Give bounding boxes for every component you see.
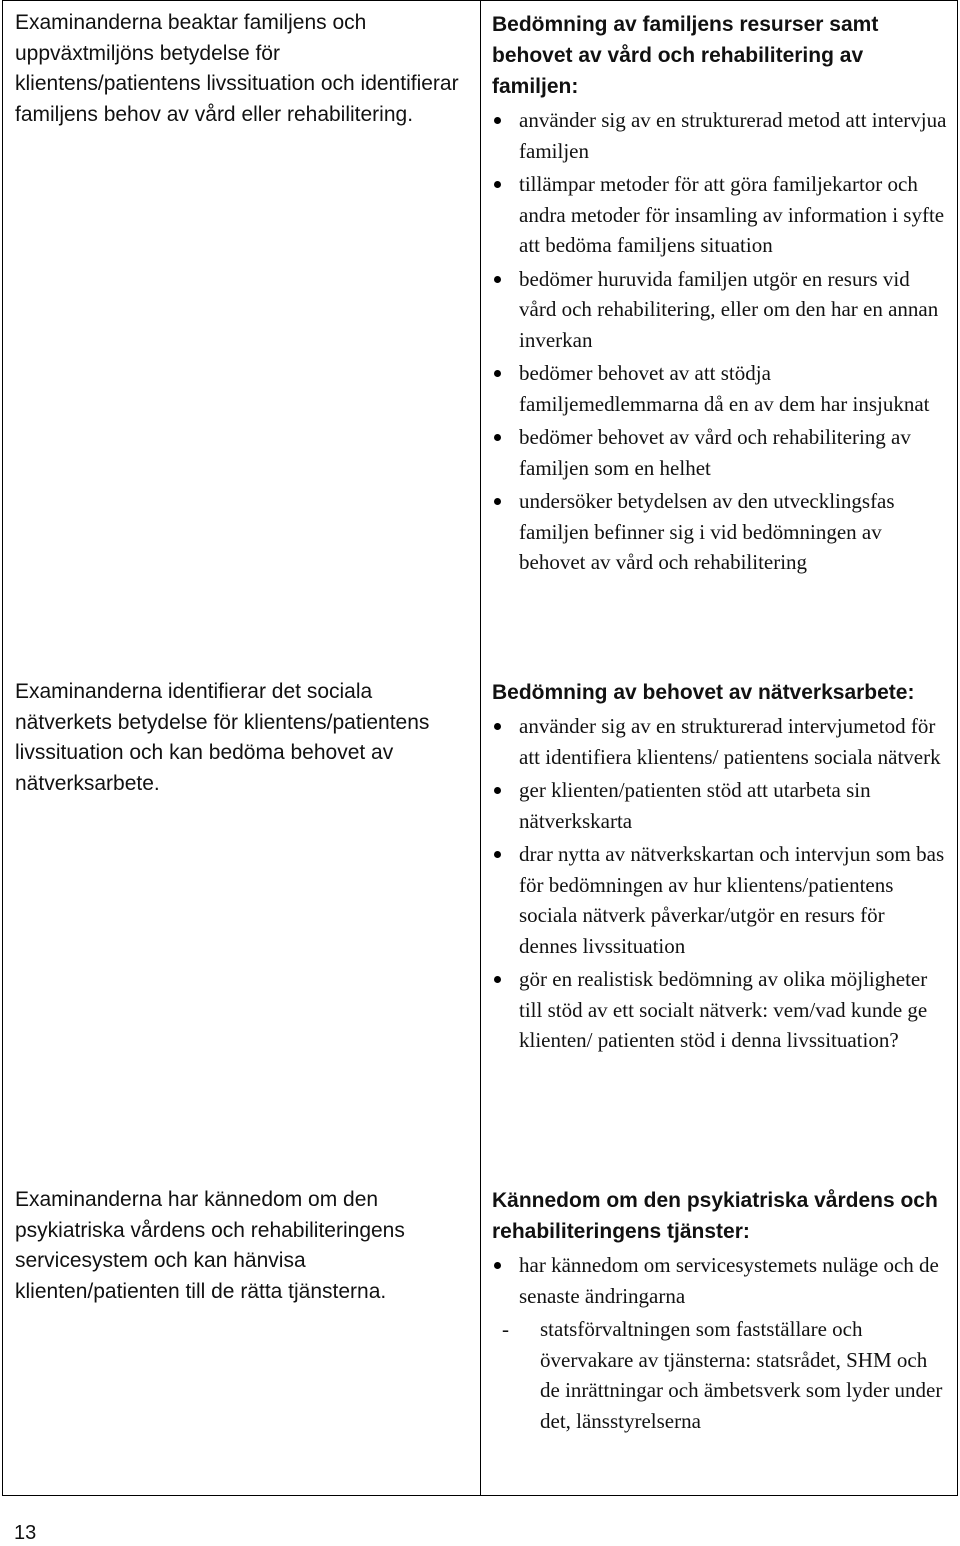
bullet-icon bbox=[494, 370, 501, 377]
bullet-icon bbox=[494, 181, 501, 188]
list-item: har kännedom om servicesystemets nuläge och de senaste ändringarna bbox=[492, 1250, 947, 1311]
objective-paragraph: Examinanderna har kännedom om den psykiatriska vårdens och rehabiliteringens servicesystem och kan hänvisa klienten/patienten till de rätta tjänsterna. bbox=[15, 1188, 405, 1303]
bullet-icon bbox=[494, 851, 501, 858]
bullet-icon bbox=[494, 434, 501, 441]
sub-list bbox=[492, 1314, 947, 1436]
section-heading: Bedömning av behovet av nätverksarbete: bbox=[492, 681, 915, 704]
objective-paragraph: Examinanderna identifierar det sociala nätverkets betydelse för klientens/patientens livssituation och kan bedöma behovet av nätverksarbete. bbox=[15, 680, 430, 795]
list-item: gör en realistisk bedömning av olika möjligheter till stöd av ett socialt nätverk: vem/vad kunde ge klienten/ patienten stöd i denna livssituation? bbox=[492, 964, 947, 1056]
bullet-icon bbox=[494, 787, 501, 794]
bullet-icon bbox=[494, 276, 501, 283]
bullet-icon bbox=[494, 1262, 501, 1269]
sub-list-item: - statsförvaltningen som fastställare och övervakare av tjänsterna: statsrådet, SHM och de inrättningar och ämbetsverk som lyder under det, länsstyrelserna bbox=[492, 1314, 947, 1436]
list-item: bedömer behovet av att stödja familjemedlemmarna då en av dem har insjuknat bbox=[492, 358, 947, 419]
section-heading: Kännedom om den psykiatriska vårdens och rehabiliteringens tjänster: bbox=[492, 1189, 938, 1243]
bullet-icon bbox=[494, 117, 501, 124]
objective-paragraph: Examinanderna beaktar familjens och uppväxtmiljöns betydelse för klientens/patientens livssituation och identifierar familjens behov av vård eller rehabilitering. bbox=[15, 11, 459, 126]
criteria-list bbox=[492, 711, 947, 1056]
dash-icon: - bbox=[502, 1317, 509, 1341]
list-item: drar nytta av nätverkskartan och intervjun som bas för bedömningen av hur klientens/patientens sociala nätverk påverkar/utgör en resurs för dennes livssituation bbox=[492, 839, 947, 961]
list-item: använder sig av en strukturerad intervjumetod för att identifiera klientens/ patientens sociala nätverk bbox=[492, 711, 947, 772]
criteria-list bbox=[492, 1250, 947, 1311]
criteria-column bbox=[481, 1, 957, 1495]
list-item: tillämpar metoder för att göra familjekartor och andra metoder för insamling av information i syfte att bedöma familjens situation bbox=[492, 169, 947, 261]
bullet-icon bbox=[494, 723, 501, 730]
bullet-icon bbox=[494, 976, 501, 983]
content-table bbox=[2, 0, 958, 1496]
criteria-section bbox=[492, 9, 947, 581]
page-number: 13 bbox=[14, 1522, 37, 1544]
list-item: ger klienten/patienten stöd att utarbeta sin nätverkskarta bbox=[492, 775, 947, 836]
list-item: använder sig av en strukturerad metod att intervjua familjen bbox=[492, 105, 947, 166]
list-item: undersöker betydelsen av den utvecklingsfas familjen befinner sig i vid bedömningen av behovet av vård och rehabilitering bbox=[492, 486, 947, 578]
list-item: bedömer huruvida familjen utgör en resurs vid vård och rehabilitering, eller om den har en annan inverkan bbox=[492, 264, 947, 356]
criteria-list bbox=[492, 105, 947, 578]
list-item: bedömer behovet av vård och rehabilitering av familjen som en helhet bbox=[492, 422, 947, 483]
bullet-icon bbox=[494, 498, 501, 505]
objectives-column bbox=[3, 1, 481, 1495]
criteria-section bbox=[492, 677, 947, 1059]
criteria-section bbox=[492, 1185, 947, 1436]
section-heading: Bedömning av familjens resurser samt behovet av vård och rehabilitering av familjen: bbox=[492, 13, 879, 98]
